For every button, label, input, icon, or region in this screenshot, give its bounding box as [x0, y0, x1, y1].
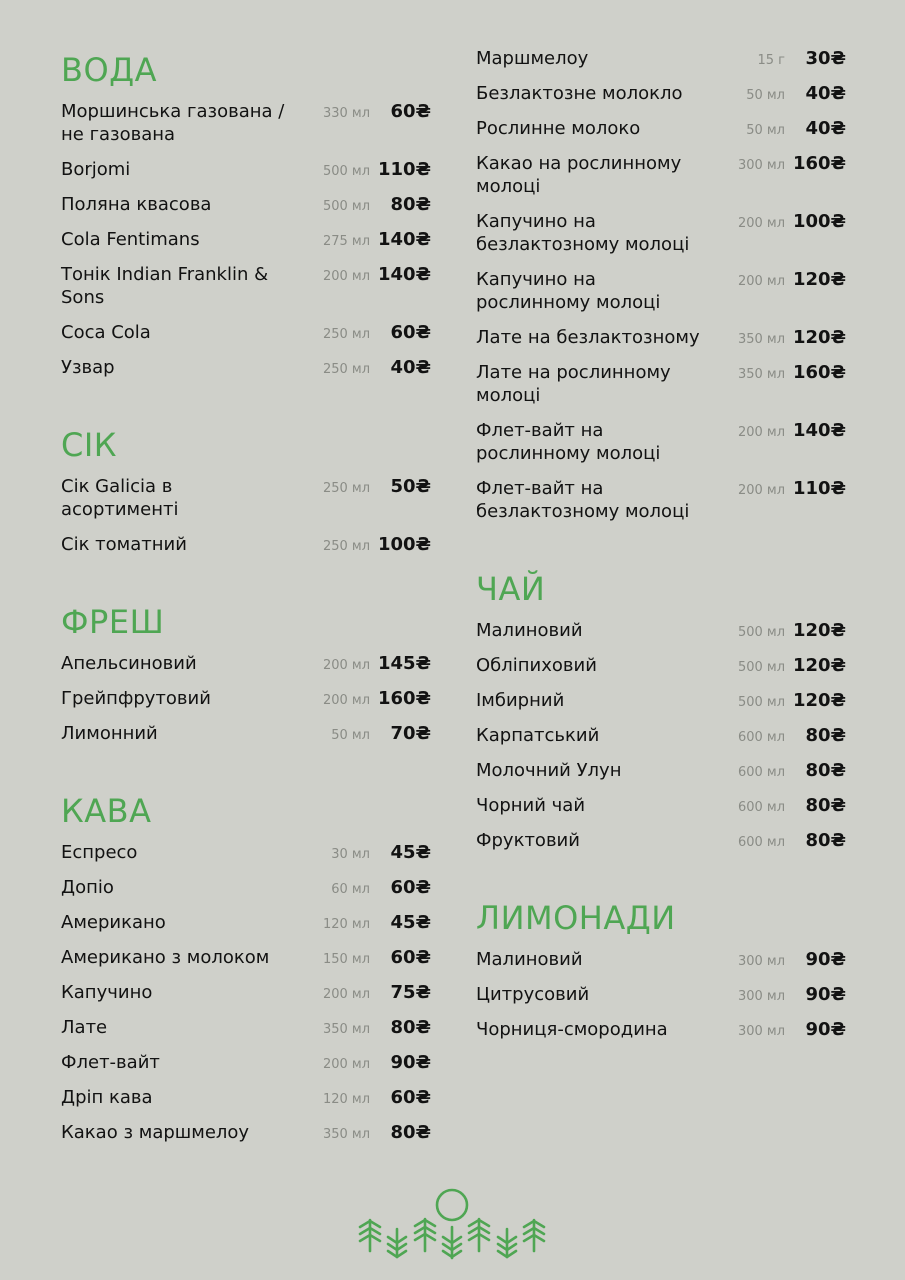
menu-item-volume: 50 мл	[331, 728, 370, 743]
menu-item-price: 90₴	[390, 1052, 431, 1073]
menu-item-name: Малиновий	[476, 620, 583, 641]
menu-item-price: 40₴	[805, 83, 846, 104]
menu-item	[476, 361, 846, 407]
menu-item-volume: 600 мл	[737, 835, 785, 850]
menu-item	[476, 210, 846, 256]
section-title-kava: КАВА	[61, 792, 152, 830]
section-limonady	[476, 898, 846, 1041]
menu-item-price: 120₴	[792, 269, 846, 290]
menu-item	[476, 82, 846, 105]
menu-item	[476, 654, 846, 677]
menu-item-volume: 250 мл	[322, 539, 370, 554]
menu-item-volume: 350 мл	[322, 1022, 370, 1037]
section-title-limonady: ЛИМОНАДИ	[476, 899, 676, 937]
menu-item-volume: 350 мл	[322, 1127, 370, 1142]
menu-item-volume: 500 мл	[322, 199, 370, 214]
menu-item-volume: 350 мл	[737, 332, 785, 347]
menu-item-volume: 600 мл	[737, 800, 785, 815]
menu-item-name: Borjomi	[61, 159, 131, 180]
menu-item-name: Цитрусовий	[476, 984, 590, 1005]
menu-item-price: 140₴	[377, 264, 431, 285]
menu-item-name: Моршинська газована / не газована	[61, 101, 285, 145]
menu-item-price: 90₴	[805, 1019, 846, 1040]
menu-item	[61, 911, 431, 934]
menu-item-price: 90₴	[805, 949, 846, 970]
menu-item-price: 60₴	[390, 947, 431, 968]
menu-item	[61, 981, 431, 1004]
menu-item	[61, 100, 431, 146]
items-sik	[61, 475, 431, 556]
menu-item	[476, 268, 846, 314]
menu-item-volume: 50 мл	[746, 123, 785, 138]
section-kava	[61, 791, 431, 1144]
section-fresh	[61, 602, 431, 745]
menu-item-name: Грейпфрутовий	[61, 688, 211, 709]
menu-item-price: 120₴	[792, 655, 846, 676]
menu-item-price: 45₴	[390, 842, 431, 863]
menu-item	[61, 687, 431, 710]
menu-item-price: 60₴	[390, 877, 431, 898]
menu-item-price: 60₴	[390, 322, 431, 343]
menu-item-price: 50₴	[390, 476, 431, 497]
menu-item-name: Безлактозне молокло	[476, 83, 683, 104]
menu-item-price: 80₴	[390, 1017, 431, 1038]
menu-item	[61, 946, 431, 969]
menu-item-name: Рослинне молоко	[476, 118, 641, 139]
menu-item-price: 120₴	[792, 620, 846, 641]
section-title-fresh: ФРЕШ	[61, 603, 165, 641]
menu-item-volume: 300 мл	[737, 989, 785, 1004]
menu-item-volume: 500 мл	[322, 164, 370, 179]
section-title-sik: СІК	[61, 426, 117, 464]
menu-item-volume: 300 мл	[737, 954, 785, 969]
menu-item	[61, 158, 431, 181]
menu-item	[61, 1016, 431, 1039]
menu-item-name: Фруктовий	[476, 830, 580, 851]
menu-item-volume: 150 мл	[322, 952, 370, 967]
menu-item-volume: 200 мл	[322, 269, 370, 284]
menu-item-volume: 600 мл	[737, 730, 785, 745]
menu-column-right	[476, 47, 846, 1087]
menu-item	[476, 117, 846, 140]
section-extras	[476, 47, 846, 523]
menu-item-name: Чорниця-смородина	[476, 1019, 668, 1040]
menu-item-volume: 250 мл	[322, 481, 370, 496]
menu-item-volume: 200 мл	[322, 693, 370, 708]
menu-item-price: 140₴	[792, 420, 846, 441]
menu-item-volume: 250 мл	[322, 327, 370, 342]
menu-item-name: Какао на рослинному молоці	[476, 153, 682, 197]
menu-item	[61, 1051, 431, 1074]
menu-item	[476, 948, 846, 971]
menu-item-price: 100₴	[792, 211, 846, 232]
menu-item	[476, 419, 846, 465]
menu-item-name: Малиновий	[476, 949, 583, 970]
menu-item-name: Тонік Indian Franklin & Sons	[61, 264, 269, 308]
menu-item-name: Сік Galicia в асортименті	[61, 476, 179, 520]
menu-item	[61, 356, 431, 379]
menu-item-name: Обліпиховий	[476, 655, 597, 676]
menu-item-volume: 200 мл	[322, 1057, 370, 1072]
menu-item-name: Cola Fentimans	[61, 229, 200, 250]
menu-item-volume: 500 мл	[737, 660, 785, 675]
menu-item-volume: 600 мл	[737, 765, 785, 780]
menu-item	[476, 619, 846, 642]
menu-item-price: 80₴	[805, 795, 846, 816]
menu-item	[476, 724, 846, 747]
menu-item	[476, 1018, 846, 1041]
menu-item-volume: 200 мл	[737, 274, 785, 289]
menu-item-name: Капучино	[61, 982, 153, 1003]
menu-item-volume: 200 мл	[322, 658, 370, 673]
menu-item-volume: 250 мл	[322, 362, 370, 377]
menu-item-volume: 120 мл	[322, 917, 370, 932]
menu-item-price: 110₴	[792, 478, 846, 499]
menu-item-name: Маршмелоу	[476, 48, 589, 69]
menu-item-price: 140₴	[377, 229, 431, 250]
menu-item	[476, 152, 846, 198]
menu-item	[61, 193, 431, 216]
section-voda	[61, 50, 431, 379]
menu-item-volume: 275 мл	[322, 234, 370, 249]
menu-item-name: Чорний чай	[476, 795, 586, 816]
menu-item-price: 160₴	[792, 362, 846, 383]
menu-item	[476, 759, 846, 782]
menu-item-volume: 200 мл	[737, 425, 785, 440]
menu-item-price: 80₴	[805, 830, 846, 851]
section-sik	[61, 425, 431, 556]
menu-item-price: 80₴	[805, 760, 846, 781]
menu-item	[61, 1086, 431, 1109]
menu-item-price: 80₴	[390, 194, 431, 215]
menu-item-name: Флет-вайт	[61, 1052, 160, 1073]
menu-item	[476, 983, 846, 1006]
menu-item	[476, 47, 846, 70]
menu-item	[61, 263, 431, 309]
section-chai	[476, 569, 846, 852]
menu-item-name: Лате на безлактозному	[476, 327, 700, 348]
menu-item	[476, 477, 846, 523]
menu-item-volume: 200 мл	[737, 483, 785, 498]
menu-item-price: 40₴	[805, 118, 846, 139]
menu-item-price: 100₴	[377, 534, 431, 555]
items-extras	[476, 47, 846, 523]
items-voda	[61, 100, 431, 379]
menu-item-name: Флет-вайт на безлактозному молоці	[476, 478, 690, 522]
menu-item-name: Какао з маршмелоу	[61, 1122, 250, 1143]
menu-item-name: Дріп кава	[61, 1087, 153, 1108]
menu-item-volume: 300 мл	[737, 158, 785, 173]
menu-item-price: 110₴	[377, 159, 431, 180]
menu-item-name: Карпатський	[476, 725, 600, 746]
menu-item	[476, 794, 846, 817]
menu-item-price: 30₴	[805, 48, 846, 69]
menu-item	[476, 829, 846, 852]
menu-item	[61, 652, 431, 675]
menu-item	[61, 321, 431, 344]
menu-item	[476, 689, 846, 712]
menu-item-name: Лимонний	[61, 723, 158, 744]
section-title-voda: ВОДА	[61, 51, 158, 89]
menu-item-volume: 30 мл	[331, 847, 370, 862]
menu-item-volume: 200 мл	[322, 987, 370, 1002]
menu-item-volume: 350 мл	[737, 367, 785, 382]
menu-item-volume: 60 мл	[331, 882, 370, 897]
menu-item-price: 90₴	[805, 984, 846, 1005]
section-title-chai: ЧАЙ	[476, 570, 546, 608]
items-kava	[61, 841, 431, 1144]
menu-item-name: Допіо	[61, 877, 114, 898]
menu-item-price: 40₴	[390, 357, 431, 378]
menu-item	[61, 475, 431, 521]
menu-item-price: 75₴	[390, 982, 431, 1003]
menu-item-price: 80₴	[805, 725, 846, 746]
menu-item-volume: 120 мл	[322, 1092, 370, 1107]
menu-item-price: 80₴	[390, 1122, 431, 1143]
menu-item-name: Coca Cola	[61, 322, 151, 343]
menu-item-price: 60₴	[390, 1087, 431, 1108]
menu-column-left	[61, 50, 431, 1190]
menu-item-volume: 15 г	[757, 53, 785, 68]
menu-item-name: Американо	[61, 912, 166, 933]
menu-item-name: Лате	[61, 1017, 108, 1038]
menu-item-volume: 500 мл	[737, 695, 785, 710]
menu-item-price: 120₴	[792, 690, 846, 711]
menu-item-price: 120₴	[792, 327, 846, 348]
menu-item-volume: 200 мл	[737, 216, 785, 231]
menu-item-name: Лате на рослинному молоці	[476, 362, 671, 406]
menu-item	[61, 876, 431, 899]
menu-item-price: 60₴	[390, 101, 431, 122]
menu-item-price: 145₴	[377, 653, 431, 674]
items-limonady	[476, 948, 846, 1041]
sun-and-pine-trees-logo-icon	[352, 1185, 552, 1265]
items-fresh	[61, 652, 431, 745]
menu-item-name: Сік томатний	[61, 534, 187, 555]
menu-item-volume: 300 мл	[737, 1024, 785, 1039]
menu-item-volume: 50 мл	[746, 88, 785, 103]
menu-item	[61, 1121, 431, 1144]
menu-item	[476, 326, 846, 349]
menu-item-price: 160₴	[792, 153, 846, 174]
menu-item	[61, 533, 431, 556]
menu-item-volume: 500 мл	[737, 625, 785, 640]
menu-item-name: Еспресо	[61, 842, 138, 863]
menu-item-volume: 330 мл	[322, 106, 370, 121]
menu-item-name: Молочний Улун	[476, 760, 622, 781]
menu-item	[61, 722, 431, 745]
menu-item-name: Флет-вайт на рослинному молоці	[476, 420, 661, 464]
menu-item-name: Поляна квасова	[61, 194, 212, 215]
menu-item-price: 70₴	[390, 723, 431, 744]
menu-item-name: Капучино на рослинному молоці	[476, 269, 661, 313]
menu-item-name: Апельсиновий	[61, 653, 197, 674]
menu-item-price: 45₴	[390, 912, 431, 933]
menu-item-price: 160₴	[377, 688, 431, 709]
menu-item	[61, 841, 431, 864]
menu-item-name: Імбирний	[476, 690, 565, 711]
menu-item	[61, 228, 431, 251]
menu-item-name: Американо з молоком	[61, 947, 270, 968]
menu-item-name: Узвар	[61, 357, 115, 378]
items-chai	[476, 619, 846, 852]
menu-item-name: Капучино на безлактозному молоці	[476, 211, 690, 255]
